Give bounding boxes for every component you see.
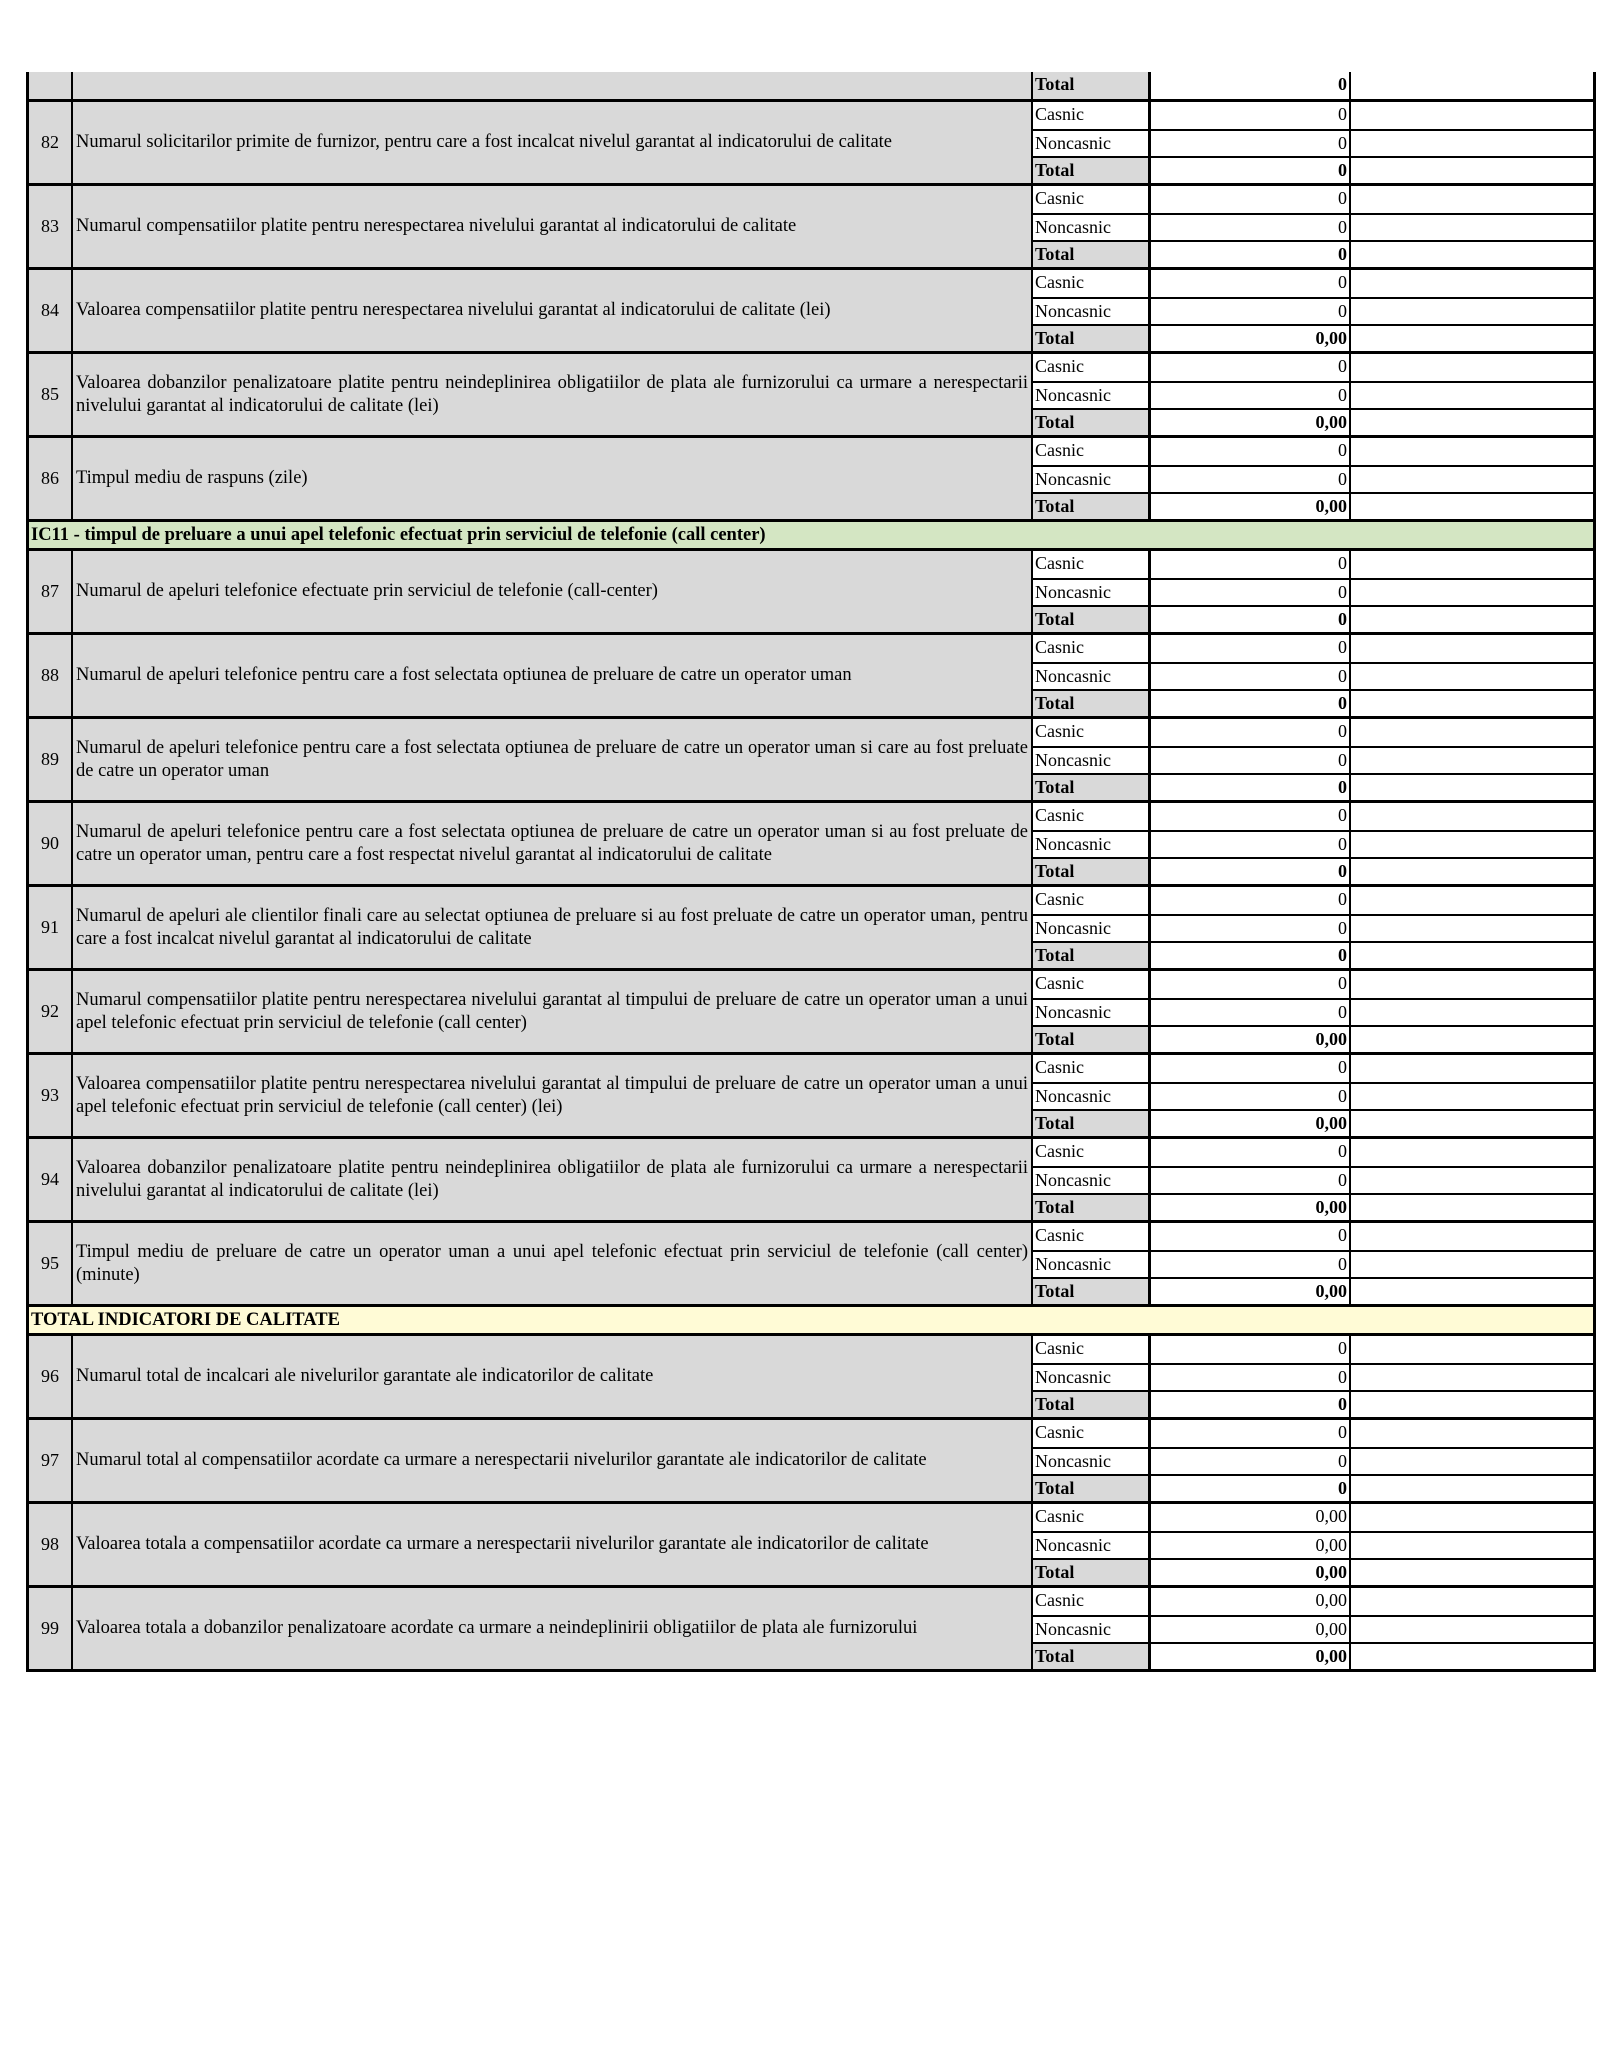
- total-label: Total: [1033, 1560, 1151, 1585]
- table-row: [29, 1504, 1593, 1588]
- extra-cell: [1351, 635, 1593, 662]
- row-number: [29, 72, 73, 99]
- noncasnic-label: Noncasnic: [1033, 580, 1151, 605]
- row-number: 99: [29, 1588, 73, 1669]
- noncasnic-value[interactable]: 0: [1151, 1168, 1351, 1193]
- row-description: Numarul compensatiilor platite pentru nerespectarea nivelului garantat al timpului de preluare de catre un operator uman a unui apel telefonic efectuat prin serviciul de telefonie (call center): [73, 971, 1033, 1052]
- table-row: [29, 971, 1593, 1055]
- group-ic10-rows: [29, 102, 1593, 522]
- extra-cell: [1351, 748, 1593, 773]
- noncasnic-label: Noncasnic: [1033, 1617, 1151, 1642]
- noncasnic-value[interactable]: 0: [1151, 299, 1351, 324]
- total-value: 0,00: [1151, 326, 1351, 351]
- row-description: Valoarea compensatiilor platite pentru nerespectarea nivelului garantat al indicatorului de calitate (lei): [73, 270, 1033, 351]
- row-number: 90: [29, 803, 73, 884]
- row-description: Numarul de apeluri telefonice pentru care a fost selectata optiunea de preluare de catre un operator uman si care au fost preluate de catre un operator uman: [73, 719, 1033, 800]
- noncasnic-label: Noncasnic: [1033, 1168, 1151, 1193]
- extra-cell: [1351, 859, 1593, 884]
- total-label: Total: [1033, 1027, 1151, 1052]
- total-value: 0,00: [1151, 1195, 1351, 1220]
- extra-cell: [1351, 1504, 1593, 1531]
- extra-cell: [1351, 1139, 1593, 1166]
- table-row-partial: [29, 72, 1593, 102]
- extra-cell: [1351, 775, 1593, 800]
- casnic-value[interactable]: 0: [1151, 186, 1351, 213]
- table-row: [29, 354, 1593, 438]
- total-value: 0,00: [1151, 1279, 1351, 1304]
- casnic-value[interactable]: 0: [1151, 1336, 1351, 1363]
- extra-cell: [1351, 607, 1593, 632]
- noncasnic-value[interactable]: 0: [1151, 1084, 1351, 1109]
- total-label: Total: [1033, 72, 1151, 99]
- total-value: 0,00: [1151, 494, 1351, 519]
- extra-cell: [1351, 494, 1593, 519]
- casnic-value[interactable]: 0: [1151, 719, 1351, 746]
- row-description: Numarul total al compensatiilor acordate ca urmare a nerespectarii nivelurilor garantate ale indicatorilor de calitate: [73, 1420, 1033, 1501]
- casnic-value[interactable]: 0,00: [1151, 1588, 1351, 1615]
- extra-cell: [1351, 1279, 1593, 1304]
- casnic-value[interactable]: 0: [1151, 551, 1351, 578]
- row-description: Numarul solicitarilor primite de furnizor, pentru care a fost incalcat nivelul garantat al indicatorului de calitate: [73, 102, 1033, 183]
- noncasnic-label: Noncasnic: [1033, 299, 1151, 324]
- noncasnic-label: Noncasnic: [1033, 916, 1151, 941]
- total-label: Total: [1033, 1476, 1151, 1501]
- casnic-label: Casnic: [1033, 1223, 1151, 1250]
- extra-cell: [1351, 1084, 1593, 1109]
- total-value: 0: [1151, 775, 1351, 800]
- table-row: [29, 186, 1593, 270]
- extra-cell: [1351, 1195, 1593, 1220]
- casnic-value[interactable]: 0: [1151, 803, 1351, 830]
- row-number: 92: [29, 971, 73, 1052]
- total-value: 0,00: [1151, 1111, 1351, 1136]
- noncasnic-label: Noncasnic: [1033, 1365, 1151, 1390]
- extra-cell: [1351, 1617, 1593, 1642]
- noncasnic-value[interactable]: 0: [1151, 1449, 1351, 1474]
- table-row: [29, 102, 1593, 186]
- extra-cell: [1351, 1252, 1593, 1277]
- total-label: Total: [1033, 775, 1151, 800]
- noncasnic-label: Noncasnic: [1033, 215, 1151, 240]
- row-description: Timpul mediu de raspuns (zile): [73, 438, 1033, 519]
- row-number: 88: [29, 635, 73, 716]
- row-description: Numarul de apeluri telefonice pentru care a fost selectata optiunea de preluare de catre un operator uman si au fost preluate de catre un operator uman, pentru care a fost respectat nivelul garantat al indicatorului de calitate: [73, 803, 1033, 884]
- casnic-value[interactable]: 0: [1151, 1055, 1351, 1082]
- noncasnic-value[interactable]: 0: [1151, 131, 1351, 156]
- noncasnic-value[interactable]: 0: [1151, 383, 1351, 408]
- noncasnic-value[interactable]: 0: [1151, 916, 1351, 941]
- casnic-label: Casnic: [1033, 354, 1151, 381]
- row-description: Valoarea dobanzilor penalizatoare platite pentru neindeplinirea obligatiilor de plata ale furnizorului ca urmare a nerespectarii nivelului garantat al indicatorului de calitate (lei): [73, 1139, 1033, 1220]
- extra-cell: [1351, 354, 1593, 381]
- extra-cell: [1351, 467, 1593, 492]
- total-value: 0: [1151, 859, 1351, 884]
- extra-cell: [1351, 326, 1593, 351]
- row-number: 96: [29, 1336, 73, 1417]
- table-row: [29, 803, 1593, 887]
- casnic-label: Casnic: [1033, 1504, 1151, 1531]
- table-row: [29, 719, 1593, 803]
- casnic-value[interactable]: 0: [1151, 438, 1351, 465]
- row-number: 87: [29, 551, 73, 632]
- extra-cell: [1351, 691, 1593, 716]
- total-value: 0,00: [1151, 1027, 1351, 1052]
- casnic-label: Casnic: [1033, 635, 1151, 662]
- total-value: 0: [1151, 691, 1351, 716]
- extra-cell: [1351, 1588, 1593, 1615]
- group-ic11-rows: [29, 551, 1593, 1307]
- extra-cell: [1351, 1392, 1593, 1417]
- total-value: 0: [1151, 943, 1351, 968]
- total-label: Total: [1033, 1279, 1151, 1304]
- total-label: Total: [1033, 1195, 1151, 1220]
- casnic-label: Casnic: [1033, 1055, 1151, 1082]
- extra-cell: [1351, 1168, 1593, 1193]
- noncasnic-label: Noncasnic: [1033, 664, 1151, 689]
- extra-cell: [1351, 803, 1593, 830]
- casnic-label: Casnic: [1033, 971, 1151, 998]
- total-label: Total: [1033, 410, 1151, 435]
- total-label: Total: [1033, 158, 1151, 183]
- extra-cell: [1351, 887, 1593, 914]
- noncasnic-label: Noncasnic: [1033, 1252, 1151, 1277]
- noncasnic-label: Noncasnic: [1033, 131, 1151, 156]
- total-value: 0: [1151, 158, 1351, 183]
- row-number: 97: [29, 1420, 73, 1501]
- noncasnic-label: Noncasnic: [1033, 832, 1151, 857]
- total-label: Total: [1033, 607, 1151, 632]
- casnic-label: Casnic: [1033, 1139, 1151, 1166]
- total-label: Total: [1033, 494, 1151, 519]
- extra-cell: [1351, 1449, 1593, 1474]
- total-label: Total: [1033, 1644, 1151, 1669]
- extra-cell: [1351, 1027, 1593, 1052]
- extra-cell: [1351, 1055, 1593, 1082]
- noncasnic-value[interactable]: 0: [1151, 832, 1351, 857]
- extra-cell: [1351, 551, 1593, 578]
- noncasnic-value[interactable]: 0: [1151, 467, 1351, 492]
- casnic-label: Casnic: [1033, 438, 1151, 465]
- extra-cell: [1351, 270, 1593, 297]
- total-value: 0,00: [1151, 1644, 1351, 1669]
- casnic-value[interactable]: 0: [1151, 635, 1351, 662]
- table-row: [29, 1139, 1593, 1223]
- row-number: 91: [29, 887, 73, 968]
- extra-cell: [1351, 186, 1593, 213]
- casnic-value[interactable]: 0: [1151, 1420, 1351, 1447]
- row-description: Valoarea compensatiilor platite pentru nerespectarea nivelului garantat al timpului de preluare de catre un operator uman a unui apel telefonic efectuat prin serviciul de telefonie (call center) (lei): [73, 1055, 1033, 1136]
- row-number: 86: [29, 438, 73, 519]
- casnic-value[interactable]: 0: [1151, 971, 1351, 998]
- noncasnic-label: Noncasnic: [1033, 1000, 1151, 1025]
- row-description: Numarul total de incalcari ale nivelurilor garantate ale indicatorilor de calitate: [73, 1336, 1033, 1417]
- casnic-value[interactable]: 0: [1151, 354, 1351, 381]
- extra-cell: [1351, 299, 1593, 324]
- extra-cell: [1351, 664, 1593, 689]
- noncasnic-value[interactable]: 0: [1151, 580, 1351, 605]
- total-label: Total: [1033, 691, 1151, 716]
- total-label: Total: [1033, 242, 1151, 267]
- extra-cell: [1351, 1111, 1593, 1136]
- total-label: Total: [1033, 943, 1151, 968]
- casnic-value[interactable]: 0: [1151, 1139, 1351, 1166]
- extra-cell: [1351, 1223, 1593, 1250]
- casnic-label: Casnic: [1033, 102, 1151, 129]
- row-description: Numarul de apeluri telefonice efectuate prin serviciul de telefonie (call-center): [73, 551, 1033, 632]
- noncasnic-label: Noncasnic: [1033, 1449, 1151, 1474]
- table-row: [29, 438, 1593, 522]
- noncasnic-label: Noncasnic: [1033, 467, 1151, 492]
- noncasnic-label: Noncasnic: [1033, 1533, 1151, 1558]
- noncasnic-value[interactable]: 0,00: [1151, 1617, 1351, 1642]
- casnic-label: Casnic: [1033, 270, 1151, 297]
- total-label: Total: [1033, 326, 1151, 351]
- casnic-label: Casnic: [1033, 186, 1151, 213]
- extra-cell: [1351, 242, 1593, 267]
- extra-cell: [1351, 580, 1593, 605]
- group-total-rows: [29, 1336, 1593, 1672]
- total-value: 0: [1151, 1392, 1351, 1417]
- casnic-label: Casnic: [1033, 719, 1151, 746]
- extra-cell: [1351, 438, 1593, 465]
- noncasnic-value[interactable]: 0: [1151, 1000, 1351, 1025]
- table-row: [29, 551, 1593, 635]
- extra-cell: [1351, 1000, 1593, 1025]
- casnic-value[interactable]: 0: [1151, 887, 1351, 914]
- extra-cell: [1351, 1420, 1593, 1447]
- extra-cell: [1351, 719, 1593, 746]
- extra-cell: [1351, 943, 1593, 968]
- casnic-value[interactable]: 0: [1151, 102, 1351, 129]
- extra-cell: [1351, 131, 1593, 156]
- row-number: 82: [29, 102, 73, 183]
- table-row: [29, 270, 1593, 354]
- noncasnic-value[interactable]: 0: [1151, 748, 1351, 773]
- table-row: [29, 1223, 1593, 1307]
- extra-cell: [1351, 410, 1593, 435]
- casnic-label: Casnic: [1033, 1420, 1151, 1447]
- casnic-label: Casnic: [1033, 1588, 1151, 1615]
- noncasnic-value[interactable]: 0,00: [1151, 1533, 1351, 1558]
- casnic-label: Casnic: [1033, 551, 1151, 578]
- section-header-ic11: IC11 - timpul de preluare a unui apel telefonic efectuat prin serviciul de telefonie (call center): [29, 522, 1593, 551]
- extra-cell: [1351, 1644, 1593, 1669]
- noncasnic-value[interactable]: 0: [1151, 215, 1351, 240]
- row-number: 84: [29, 270, 73, 351]
- casnic-value[interactable]: 0,00: [1151, 1504, 1351, 1531]
- total-value: 0: [1151, 607, 1351, 632]
- extra-cell: [1351, 1336, 1593, 1363]
- total-label: Total: [1033, 1392, 1151, 1417]
- row-number: 85: [29, 354, 73, 435]
- noncasnic-label: Noncasnic: [1033, 1084, 1151, 1109]
- casnic-label: Casnic: [1033, 887, 1151, 914]
- table-row: [29, 1420, 1593, 1504]
- total-value: 0: [1151, 1476, 1351, 1501]
- indicator-table: [26, 72, 1596, 1672]
- extra-cell: [1351, 215, 1593, 240]
- row-description: Numarul de apeluri ale clientilor finali care au selectat optiunea de preluare si au fost preluate de catre un operator uman, pentru care a fost incalcat nivelul garantat al indicatorului de calitate: [73, 887, 1033, 968]
- extra-cell: [1351, 971, 1593, 998]
- row-number: 98: [29, 1504, 73, 1585]
- row-description: Numarul de apeluri telefonice pentru care a fost selectata optiunea de preluare de catre un operator uman: [73, 635, 1033, 716]
- total-value: 0,00: [1151, 410, 1351, 435]
- row-number: 89: [29, 719, 73, 800]
- row-number: 94: [29, 1139, 73, 1220]
- total-value: 0,00: [1151, 1560, 1351, 1585]
- row-number: 93: [29, 1055, 73, 1136]
- extra-cell: [1351, 832, 1593, 857]
- total-label: Total: [1033, 1111, 1151, 1136]
- casnic-value[interactable]: 0: [1151, 270, 1351, 297]
- row-description: Numarul compensatiilor platite pentru nerespectarea nivelului garantat al indicatorului de calitate: [73, 186, 1033, 267]
- extra-cell: [1351, 383, 1593, 408]
- row-description: Valoarea totala a dobanzilor penalizatoare acordate ca urmare a neindeplinirii obligatiilor de plata ale furnizorului: [73, 1588, 1033, 1669]
- extra-cell: [1351, 158, 1593, 183]
- row-description: Valoarea dobanzilor penalizatoare platite pentru neindeplinirea obligatiilor de plata ale furnizorului ca urmare a nerespectarii nivelului garantat al indicatorului de calitate (lei): [73, 354, 1033, 435]
- total-value: 0: [1151, 242, 1351, 267]
- total-value: 0: [1151, 72, 1351, 99]
- section-header-total: TOTAL INDICATORI DE CALITATE: [29, 1307, 1593, 1336]
- row-number: 95: [29, 1223, 73, 1304]
- table-row: [29, 635, 1593, 719]
- extra-cell: [1351, 72, 1593, 99]
- table-row: [29, 1055, 1593, 1139]
- extra-cell: [1351, 102, 1593, 129]
- extra-cell: [1351, 1533, 1593, 1558]
- noncasnic-value[interactable]: 0: [1151, 664, 1351, 689]
- noncasnic-value[interactable]: 0: [1151, 1252, 1351, 1277]
- table-row: [29, 1588, 1593, 1672]
- casnic-value[interactable]: 0: [1151, 1223, 1351, 1250]
- extra-cell: [1351, 1476, 1593, 1501]
- noncasnic-value[interactable]: 0: [1151, 1365, 1351, 1390]
- row-description: Timpul mediu de preluare de catre un operator uman a unui apel telefonic efectuat prin serviciul de telefonie (call center) (minute): [73, 1223, 1033, 1304]
- table-row: [29, 1336, 1593, 1420]
- total-label: Total: [1033, 859, 1151, 884]
- row-number: 83: [29, 186, 73, 267]
- extra-cell: [1351, 916, 1593, 941]
- extra-cell: [1351, 1365, 1593, 1390]
- noncasnic-label: Noncasnic: [1033, 748, 1151, 773]
- noncasnic-label: Noncasnic: [1033, 383, 1151, 408]
- extra-cell: [1351, 1560, 1593, 1585]
- casnic-label: Casnic: [1033, 803, 1151, 830]
- casnic-label: Casnic: [1033, 1336, 1151, 1363]
- table-row: [29, 887, 1593, 971]
- row-description: Valoarea totala a compensatiilor acordate ca urmare a nerespectarii nivelurilor garantate ale indicatorilor de calitate: [73, 1504, 1033, 1585]
- row-description: [73, 72, 1033, 99]
